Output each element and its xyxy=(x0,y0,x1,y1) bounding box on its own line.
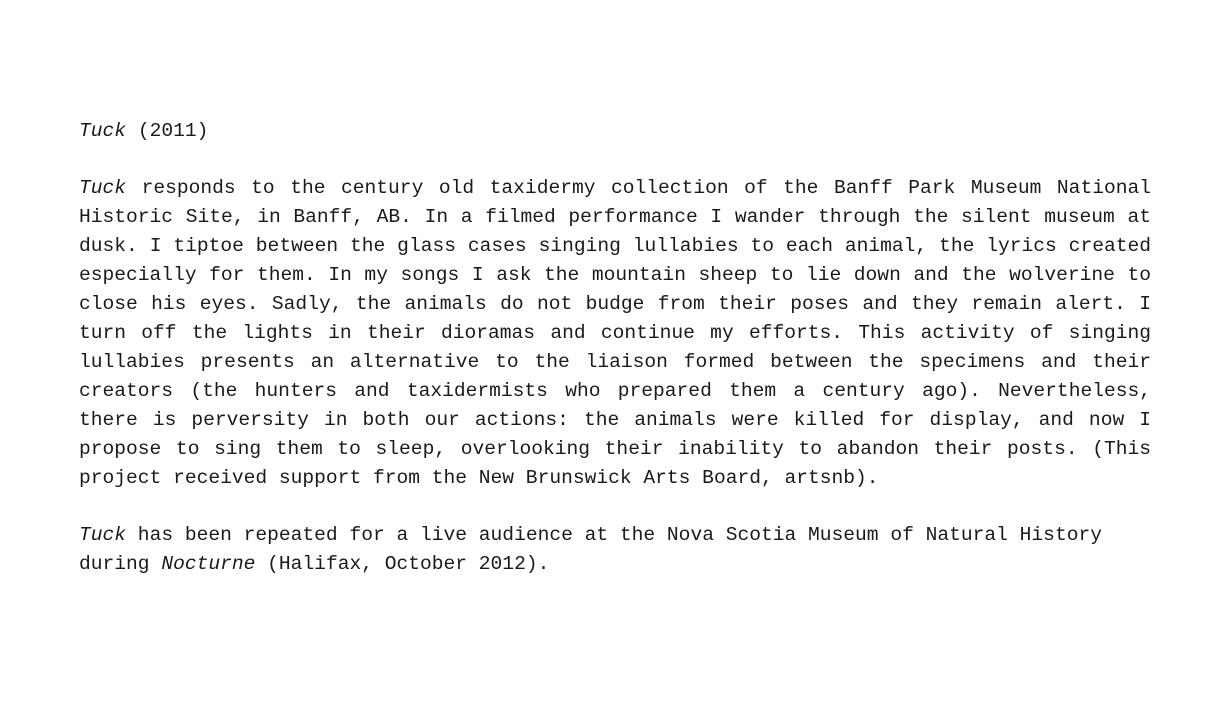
description-work-title: Tuck xyxy=(79,177,127,199)
note-event-name: Nocturne xyxy=(161,553,256,575)
note-work-title: Tuck xyxy=(79,524,127,546)
artwork-text-block xyxy=(79,117,1151,579)
description-text: responds to the century old taxidermy collection of the Banff Park Museum National Historic Site, in Banff, AB. In a filmed performance I wander through the silent museum at dusk. I tiptoe between the glass cases singing lullabies to each animal, the lyrics created especially for them. In my songs I ask the mountain sheep to lie down and the wolverine to close his eyes. Sadly, the animals do not budge from their poses and they remain alert. I turn off the lights in their dioramas and continue my efforts. This activity of singing lullabies presents an alternative to the liaison formed between the specimens and their creators (the hunters and taxidermists who prepared them a century ago). Nevertheless, there is perversity in both our actions: the animals were killed for display, and now I propose to sing them to sleep, overlooking their inability to abandon their posts. (This project received support from the New Brunswick Arts Board, artsnb). xyxy=(79,177,1151,489)
work-description xyxy=(79,174,1151,493)
note-text-before: has been repeated for a live audience at the Nova Scotia Museum of Natural History during xyxy=(79,524,1102,575)
work-year: (2011) xyxy=(137,120,209,142)
exhibition-note xyxy=(79,521,1151,579)
work-title-line xyxy=(79,117,1151,146)
work-title: Tuck xyxy=(79,120,127,142)
note-text-after: (Halifax, October 2012). xyxy=(255,553,550,575)
